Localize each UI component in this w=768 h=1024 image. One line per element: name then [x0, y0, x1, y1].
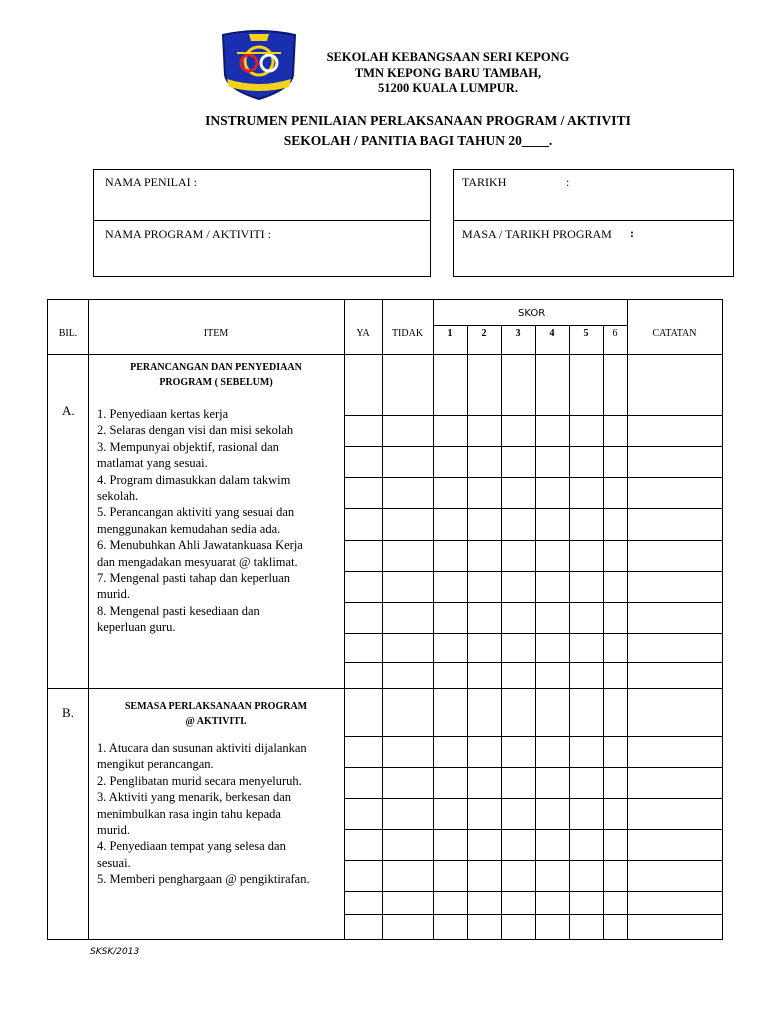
document-title — [0, 111, 768, 151]
header-tidak: TIDAK — [391, 328, 424, 339]
info-box-right — [453, 169, 734, 277]
list-item: dan mengadakan mesyuarat @ taklimat. — [97, 554, 298, 569]
school-address-line2: 51200 KUALA LUMPUR. — [378, 81, 518, 95]
header-ya: YA — [356, 328, 370, 339]
score-4: 4 — [549, 328, 555, 339]
evaluation-table — [47, 299, 723, 940]
section-a-heading: PERANCANGAN DAN PENYEDIAAN PROGRAM ( SEBELUM) — [130, 362, 302, 388]
school-address-line1: TMN KEPONG BARU TAMBAH, — [354, 65, 542, 80]
list-item: 7. Mengenal pasti tahap dan keperluan — [97, 571, 290, 586]
list-item: 1. Penyediaan kertas kerja — [97, 407, 229, 421]
list-item: menggunakan kemudahan sedia ada. — [97, 521, 281, 536]
score-5: 5 — [583, 328, 589, 339]
list-item: 4. Penyediaan tempat yang selesa dan — [97, 839, 286, 854]
list-item: 5. Perancangan aktiviti yang sesuai dan — [97, 505, 295, 520]
section-a-letter: A. — [62, 403, 75, 418]
list-item: 4. Program dimasukkan dalam takwim — [97, 472, 291, 487]
masa-tarikh-colon: : — [630, 226, 634, 240]
list-item: 6. Menubuhkan Ahli Jawatankuasa Kerja — [97, 538, 303, 553]
tarikh-colon: : — [566, 175, 570, 189]
list-item: keperluan guru. — [97, 620, 176, 635]
header-bil: BIL. — [58, 328, 78, 339]
footer-code: SKSK/2013 — [90, 947, 140, 957]
list-item: 8. Mengenal pasti kesediaan dan — [97, 603, 260, 618]
tarikh-label: TARIKH — [462, 175, 507, 189]
header-item: ITEM — [203, 328, 229, 339]
score-1: 1 — [447, 328, 453, 339]
school-name: SEKOLAH KEBANGSAAN SERI KEPONG — [326, 50, 570, 64]
nama-program-label: NAMA PROGRAM / AKTIVITI : — [105, 227, 272, 241]
school-header — [300, 50, 596, 97]
score-6: 6 — [612, 328, 618, 339]
info-box-left — [93, 169, 431, 277]
section-b-letter: B. — [62, 705, 74, 720]
nama-penilai-label: NAMA PENILAI : — [105, 175, 197, 189]
list-item: sekolah. — [97, 489, 139, 504]
school-logo — [215, 29, 303, 101]
list-item: matlamat yang sesuai. — [97, 456, 208, 471]
list-item: menimbulkan rasa ingin tahu kepada — [97, 806, 281, 821]
list-item: murid. — [97, 823, 130, 838]
section-b-heading: SEMASA PERLAKSANAAN PROGRAM @ AKTIVITI. — [124, 701, 308, 727]
list-item: 3. Aktiviti yang menarik, berkesan dan — [97, 790, 292, 805]
title-line1: INSTRUMEN PENILAIAN PERLAKSANAAN PROGRAM / AKTIVITI — [205, 113, 631, 128]
list-item: 5. Memberi penghargaan @ pengiktirafan. — [97, 872, 310, 887]
title-line2: SEKOLAH / PANITIA BAGI TAHUN 20____. — [283, 133, 553, 148]
list-item: 3. Mempunyai objektif, rasional dan — [97, 439, 279, 454]
list-item: 2. Penglibatan murid secara menyeluruh. — [97, 773, 302, 788]
score-3: 3 — [515, 328, 521, 339]
header-catatan: CATATAN — [652, 328, 697, 339]
list-item: 2. Selaras dengan visi dan misi sekolah — [97, 423, 294, 438]
header-skor: SKOR — [518, 308, 546, 319]
list-item: murid. — [97, 587, 130, 602]
masa-tarikh-label: MASA / TARIKH PROGRAM — [462, 227, 612, 241]
list-item: sesuai. — [97, 855, 131, 870]
score-2: 2 — [481, 328, 487, 339]
section-b-items — [97, 740, 310, 888]
list-item: 1. Atucara dan susunan aktiviti dijalankan — [97, 741, 307, 755]
list-item: mengikut perancangan. — [97, 757, 214, 772]
section-a-items — [97, 406, 303, 636]
